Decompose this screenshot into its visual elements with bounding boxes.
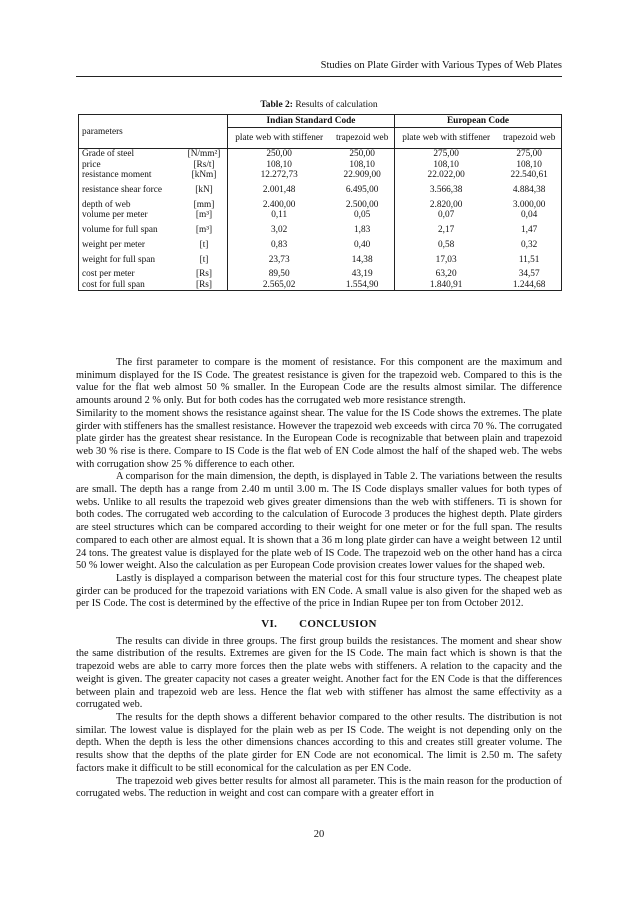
results-body	[79, 149, 562, 291]
value-cell: 34,57	[518, 269, 540, 280]
value-cell: 1,83	[330, 221, 394, 240]
value-cell: 4.884,38	[512, 185, 546, 195]
paragraph: Lastly is displayed a comparison between the material cost for this four structure types. The cheapest plate girder can be produced for the trapezoid variations with EN Code. A small value is also given for the shaped web as per IS Code. The cost is determined by the effective of the price in Indian Rupee per ton from October 2012.	[76, 572, 562, 610]
value-cell: 0,32	[521, 239, 538, 250]
value-cell: 108,10	[330, 160, 394, 171]
param-cell: resistance moment	[82, 170, 152, 181]
value-cell: 22.909,00	[330, 170, 394, 181]
page-number: 20	[313, 829, 325, 840]
paragraph: The results for the depth shows a different behavior compared to the other results. The distribution is not similar. The lowest value is displayed for the plain web as per IS Code. The weight is not depending only on the depth. When the depth is less the other dimensions chances according to this and creates still greater volume. The results show that the depths of the plate girder for EN Code are not economical. The limit is 2.50 m. The safety factors make it difficult to be still economical for the calculation as per EN Code.	[76, 711, 562, 774]
value-cell: 2.565,02	[262, 279, 296, 290]
table-row	[79, 269, 562, 280]
value-cell: 0,11	[271, 210, 288, 221]
unit-cell: [Rs/t]	[181, 160, 228, 171]
unit-cell: [Rs]	[181, 280, 228, 291]
running-header: Studies on Plate Girder with Various Types of Web Plates	[320, 60, 562, 71]
param-cell: weight per meter	[82, 239, 145, 250]
section-heading	[76, 618, 562, 631]
value-cell: 2.500,00	[330, 200, 394, 211]
table-row	[79, 170, 562, 181]
section-title: CONCLUSION	[299, 618, 377, 631]
value-cell: 89,50	[268, 269, 290, 280]
value-cell: 1.840,91	[429, 279, 463, 290]
param-cell: depth of web	[82, 199, 131, 210]
value-cell: 0,04	[521, 210, 538, 221]
subheader: trapezoid web	[497, 128, 561, 149]
table-caption-text: Results of calculation	[292, 100, 378, 110]
param-cell: volume for full span	[82, 225, 158, 235]
value-cell: 22.022,00	[427, 170, 465, 181]
value-cell: 17,03	[435, 254, 457, 265]
value-cell: 6.495,00	[330, 181, 394, 200]
paragraph: A comparison for the main dimension, the depth, is displayed in Table 2. The variations between the results are small. The depth has a range from 2.40 m until 3.00 m. The IS Code displays smaller values for both types of webs. Unlike to all results the trapezoid web gives greater dimensions than the web with stiffeners. Ti is shown for both codes. The corrugated web according to the calculation of Eurocode 3 produces the highest depth. Plate girders are steel structures which can be compared according to their weight for one meter or for the full span. The results compared to each other are almost equal. It is shown that a 36 m long plate girder can have a weight between 12 until 24 tons. The greatest value is displayed for the plate web of IS Code. The trapezoid web on the other hand has a circa 50 % lower weight. Also the calculation as per European Code provision creates lower values for the shaped web.	[76, 471, 562, 572]
results-table	[78, 114, 562, 291]
value-cell: 3.000,00	[512, 199, 546, 210]
table-row	[79, 160, 562, 171]
value-cell: 0,83	[271, 239, 288, 250]
subheader: trapezoid web	[330, 128, 394, 149]
value-cell: 11,51	[518, 254, 540, 265]
unit-cell: [Rs]	[181, 269, 228, 280]
subheader: plate web with stiffener	[394, 128, 497, 149]
group-header-is: Indian Standard Code	[228, 115, 395, 128]
group-header-en: European Code	[394, 115, 561, 128]
table-row	[79, 181, 562, 200]
param-cell: volume per meter	[82, 210, 148, 221]
table-caption-label: Table 2:	[260, 100, 293, 110]
table-row	[79, 210, 562, 221]
unit-cell: [m³]	[181, 210, 228, 221]
value-cell: 0,07	[438, 210, 455, 221]
table-row	[79, 250, 562, 269]
unit-cell: [kN]	[181, 181, 228, 200]
value-cell: 2,17	[438, 225, 455, 235]
subheader: plate web with stiffener	[228, 128, 331, 149]
unit-cell: [mm]	[181, 200, 228, 211]
value-cell: 275,00	[516, 149, 542, 160]
paragraph: Similarity to the moment shows the resistance against shear. The value for the IS Code shows the extremes. The plate girder with stiffeners has the smallest resistance. However the trapezoid web exceeds with circa 70 %. The corrugated plate girder has the greatest shear resistance. In the European Code is recognizable that between plain and trapezoid web 30 % rise is there. Compare to IS Code is the flat web of EN Code almost the half of the shaped web. The webs with corrugation show 25 % difference to each other.	[76, 407, 562, 470]
value-cell: 14,38	[330, 250, 394, 269]
value-cell: 108,10	[433, 159, 459, 170]
value-cell: 1.244,68	[512, 279, 546, 290]
paragraph: The first parameter to compare is the moment of resistance. For this component are the maximum and minimum displayed for the IS Code. The greatest resistance is given for the trapezoid web. Compared to this is the value for the flat web almost 50 % smaller. In the European Code are the results almost similar. The difference amounts around 2 % only. But for both codes has the corrugated web more resistance strength.	[76, 357, 562, 407]
value-cell: 0,05	[330, 210, 394, 221]
section-number: VI.	[261, 618, 278, 631]
param-cell: cost for full span	[82, 279, 145, 290]
value-cell: 2.820,00	[429, 199, 463, 210]
value-cell: 250,00	[266, 149, 292, 160]
unit-cell: [m³]	[181, 221, 228, 240]
unit-cell: [N/mm²]	[181, 149, 228, 160]
table-row	[79, 240, 562, 251]
value-cell: 1.554,90	[330, 280, 394, 291]
value-cell: 275,00	[433, 149, 459, 160]
value-cell: 0,58	[438, 239, 455, 250]
value-cell: 23,73	[268, 254, 290, 265]
body-text	[76, 357, 562, 801]
value-cell: 1,47	[521, 225, 538, 235]
table-caption	[0, 100, 638, 110]
param-cell: resistance shear force	[82, 185, 163, 195]
value-cell: 12.272,73	[260, 170, 298, 181]
param-cell: price	[82, 159, 101, 170]
value-cell: 108,10	[266, 159, 292, 170]
header-rule	[76, 76, 562, 77]
unit-cell: [kNm]	[181, 170, 228, 181]
param-header: parameters	[79, 115, 228, 149]
value-cell: 108,10	[516, 159, 542, 170]
value-cell: 63,20	[435, 269, 457, 280]
value-cell: 2.001,48	[262, 185, 296, 195]
value-cell: 3,02	[271, 225, 288, 235]
table-row	[79, 280, 562, 291]
value-cell: 250,00	[330, 149, 394, 160]
table-row	[79, 149, 562, 160]
param-cell: cost per meter	[82, 269, 135, 280]
paragraph: The trapezoid web gives better results for almost all parameter. This is the main reason for the production of corrugated webs. The reduction in weight and cost can compare with a greater effort in	[76, 775, 562, 800]
value-cell: 3.566,38	[429, 185, 463, 195]
unit-cell: [t]	[181, 240, 228, 251]
value-cell: 43,19	[330, 269, 394, 280]
table-row	[79, 200, 562, 211]
table-row	[79, 221, 562, 240]
value-cell: 0,40	[330, 240, 394, 251]
paragraph: The results can divide in three groups. The first group builds the resistances. The moment and shear show the same distribution of the results. Extremes are given for the IS Code. The main fact which is shown is that the trapezoid webs are able to carry more forces then the plate webs with stiffeners. A relation to the capacity and the weight is given. The greater capacity not cases a greater weight. Another fact for the EN Code is that the differences between plain and trapezoid web are less. Hence the flat web with stiffener has almost the same effectivity as a corrugated web.	[76, 635, 562, 711]
value-cell: 22.540,61	[510, 170, 548, 181]
param-cell: Grade of steel	[82, 149, 135, 160]
unit-cell: [t]	[181, 250, 228, 269]
param-cell: weight for full span	[82, 254, 156, 265]
value-cell: 2.400,00	[262, 199, 296, 210]
